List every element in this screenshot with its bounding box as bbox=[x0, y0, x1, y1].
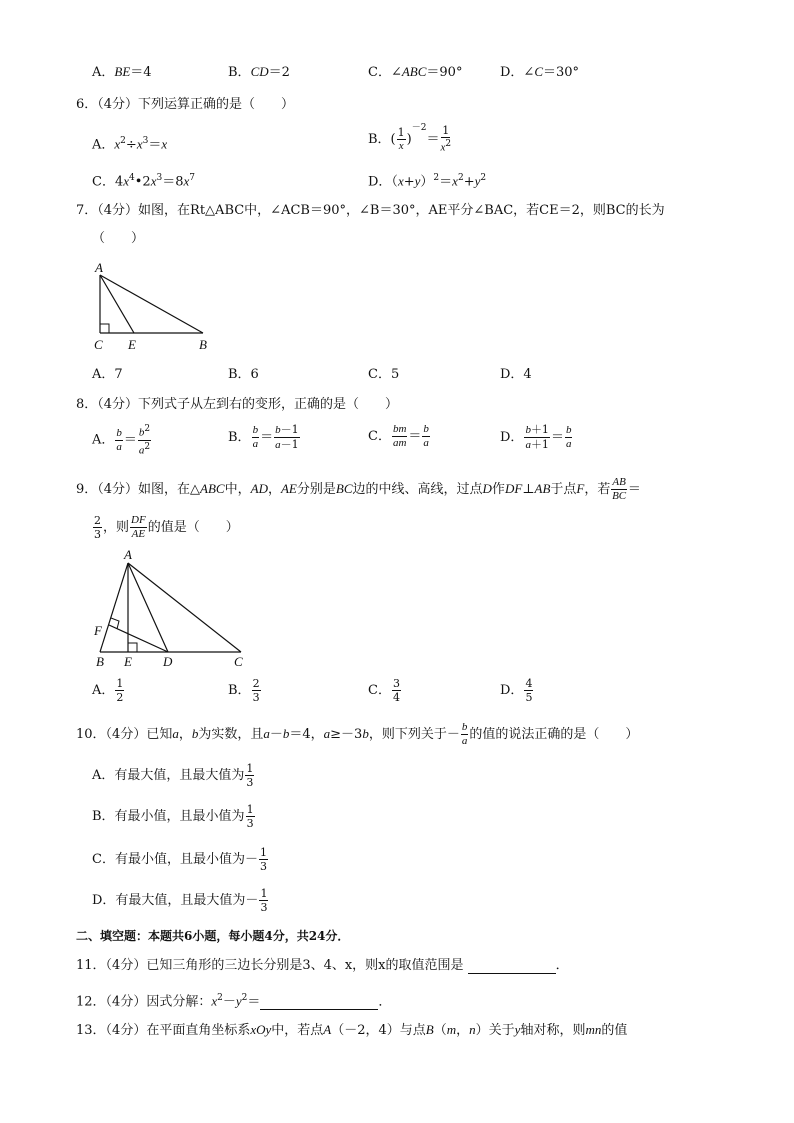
q13-stem: 13．（4分）在平面直角坐标系xOy中，若点A（－2，4）与点B（m，n）关于y轴对称，则mn的值 bbox=[76, 1022, 628, 1038]
line-ab bbox=[100, 563, 128, 652]
label-b: B bbox=[199, 337, 207, 352]
line-ab bbox=[100, 275, 203, 333]
q6-stem: 6．（4分）下列运算正确的是（ ） bbox=[76, 97, 295, 112]
right-angle-e bbox=[128, 643, 137, 652]
label-e: E bbox=[124, 654, 132, 669]
q8-option-d: D． $\frac{b+1}{a+1}$ ＝ $\frac{b}{a}$ bbox=[500, 423, 572, 451]
q11-stem: 11．（4分）已知三角形的三边长分别是3、4、x，则x的取值范围是 ． bbox=[76, 958, 569, 973]
q9-figure bbox=[88, 545, 248, 670]
section-heading: 二、填空题：本题共6小题，每小题4分，共24分． bbox=[76, 929, 350, 943]
q12-answer-blank[interactable] bbox=[260, 997, 378, 1010]
q6-option-a: A．$x^2\div x^3=x$ bbox=[92, 136, 168, 153]
label-e: E bbox=[128, 337, 136, 352]
q9-stem: 9．（4分）如图，在△ABC中，AD，AE分别是BC边的中线、高线，过点D作DF⊥AB于点F，若 $\frac{AB}{BC}$ ＝ bbox=[76, 476, 641, 502]
q7-paren: （ ） bbox=[92, 231, 145, 246]
right-angle-mark bbox=[100, 324, 109, 333]
q5-option-c: C．∠ABC＝90° bbox=[368, 64, 463, 80]
q9-stem2: $\frac{2}{3}$ ，则 $\frac{DF}{AE}$ 的值是（ ） bbox=[94, 514, 239, 541]
q10-option-d: D．有最大值，且最大值为－ $\frac{1}{3}$ bbox=[92, 887, 268, 914]
label-f: F bbox=[94, 623, 102, 638]
q9-option-a: A． $\frac{1}{2}$ bbox=[92, 677, 124, 704]
q8-option-b: B． $\frac{b}{a}$ ＝ $\frac{b-1}{a-1}$ bbox=[228, 423, 299, 451]
q9-option-d: D． $\frac{4}{5}$ bbox=[500, 677, 533, 704]
q6-option-c: C．$4x^4•2x^3=8x^7$ bbox=[92, 173, 195, 190]
label-c: C bbox=[234, 654, 243, 669]
q7-stem: 7．（4分）如图，在Rt△ABC中，∠ACB＝90°，∠B＝30°，AE平分∠BAC，若CE＝2，则BC的长为 bbox=[76, 203, 665, 218]
q12-stem: 12．（4分）因式分解：$x^2-y^2=$ ． bbox=[76, 993, 392, 1010]
q8-stem: 8．（4分）下列式子从左到右的变形，正确的是（ ） bbox=[76, 397, 399, 412]
q9-option-c: C． $\frac{3}{4}$ bbox=[368, 677, 400, 704]
q7-option-b: B．6 bbox=[228, 367, 259, 382]
q5-option-b: B．CD＝2 bbox=[228, 64, 290, 80]
q10-option-b: B．有最小值，且最小值为 $\frac{1}{3}$ bbox=[92, 803, 254, 830]
line-ad bbox=[128, 563, 168, 652]
label-a: A bbox=[124, 547, 132, 562]
label-c: C bbox=[94, 337, 103, 352]
q7-figure bbox=[88, 258, 218, 353]
q9-option-b: B． $\frac{2}{3}$ bbox=[228, 677, 260, 704]
q7-option-d: D．4 bbox=[500, 367, 532, 382]
q6-option-b: B．( $\frac{1}{x}$ )$^{-2}$＝ $\frac{1}{x^2}$ bbox=[368, 122, 452, 154]
q11-answer-blank[interactable] bbox=[468, 961, 556, 974]
q8-option-c: C． $\frac{bm}{am}$ ＝ $\frac{b}{a}$ bbox=[368, 423, 429, 449]
q7-option-c: C．5 bbox=[368, 367, 400, 382]
q5-option-a: A．BE＝4 bbox=[92, 64, 152, 80]
label-a: A bbox=[95, 260, 103, 275]
q7-option-a: A．7 bbox=[92, 367, 123, 382]
line-df bbox=[109, 625, 168, 652]
q8-option-a: A． $\frac{b}{a}$ ＝ $\frac{b^2}{a^2}$ bbox=[92, 424, 151, 457]
q10-stem: 10．（4分）已知a，b为实数，且a－b＝4，a≥－3b，则下列关于－ $\frac{b}{a}$ 的值的说法正确的是（ ） bbox=[76, 721, 639, 747]
label-d: D bbox=[163, 654, 173, 669]
q5-option-d: D．∠C＝30° bbox=[500, 64, 580, 80]
q10-option-a: A．有最大值，且最大值为 $\frac{1}{3}$ bbox=[92, 762, 254, 789]
label-b: B bbox=[96, 654, 104, 669]
line-ac bbox=[128, 563, 241, 652]
q10-option-c: C．有最小值，且最小值为－ $\frac{1}{3}$ bbox=[92, 846, 267, 873]
q6-option-d: D．$(x+y)^2=x^2+y^2$ bbox=[368, 173, 487, 190]
